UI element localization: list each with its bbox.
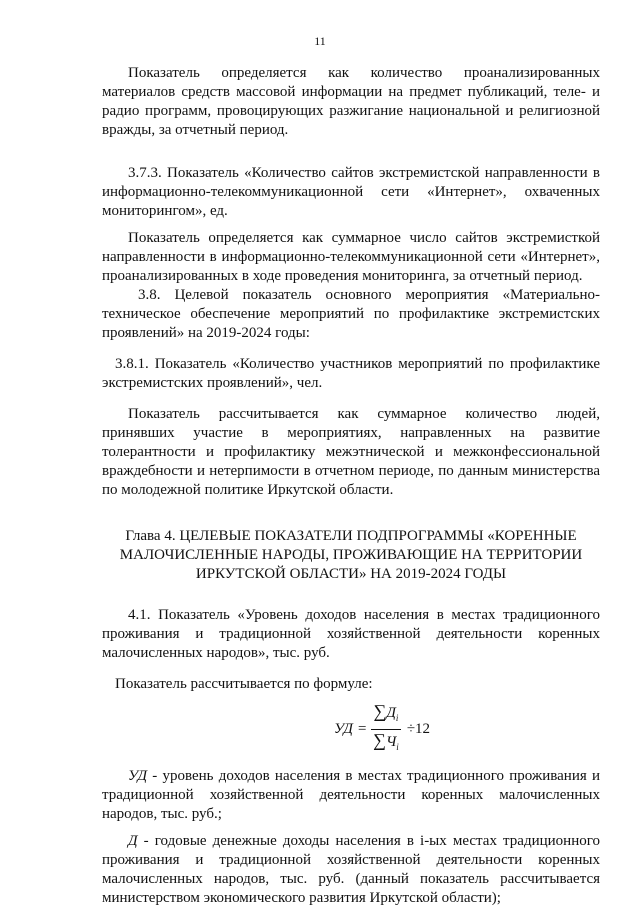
paragraph: 3.8.1. Показатель «Количество участников мероприятий по профилактике экстремистских проявлений», чел.: [102, 356, 600, 391]
formula-lhs: УД: [333, 721, 353, 737]
paragraph: Показатель определяется как суммарное число сайтов экстремисткой направленности в информационно-телекоммуникационной сети «Интернет», проанализированных в ходе проведения мониторинга, за отчетный период.: [102, 230, 600, 284]
formula-equals: =: [356, 721, 368, 737]
paragraph: Показатель определяется как количество проанализированных материалов средств массовой информации на предмет публикаций, теле- и радио программ, провоцирующих разжигание национальной и религиозной вражды, за отчетный период.: [102, 65, 600, 138]
paragraph: 3.8. Целевой показатель основного мероприятия «Материально-техническое обеспечение мероприятий по профилактике экстремистских проявлений» на 2019-2024 годы:: [102, 287, 600, 341]
numerator-subscript: i: [395, 713, 399, 723]
definition: [102, 767, 600, 824]
chapter-heading: Глава 4. ЦЕЛЕВЫЕ ПОКАЗАТЕЛИ ПОДПРОГРАММЫ «КОРЕННЫЕ МАЛОЧИСЛЕННЫЕ НАРОДЫ, ПРОЖИВАЮЩИЕ НА ТЕРРИТОРИИ ИРКУТСКОЙ ОБЛАСТИ» НА 2019-2024 ГОДЫ: [119, 528, 583, 582]
document-body: [102, 64, 600, 908]
definition: [102, 832, 600, 908]
formula-divisor: ÷12: [406, 721, 431, 737]
formula: [164, 702, 600, 757]
paragraph: 3.7.3. Показатель «Количество сайтов экстремистской направленности в информационно-телекоммуникационной сети «Интернет», охваченных мониторингом», ед.: [102, 165, 600, 219]
denominator-variable: Ч: [385, 734, 397, 750]
definition-term: УД: [128, 768, 148, 784]
paragraph: Показатель рассчитывается как суммарное количество людей, принявших участие в мероприятиях, направленных на развитие толерантности и профилактику межэтнической и межконфессиональной враждебности и нетерпимости в отчетном периоде, по данным министерства по молодежной политике Иркутской области.: [102, 406, 600, 498]
numerator-variable: Д: [386, 705, 396, 721]
formula-numerator: [371, 702, 402, 730]
formula-denominator: [370, 730, 402, 757]
definition-text: - годовые денежные доходы населения в i-ых местах традиционного проживания и традиционной хозяйственной деятельности коренных малочисленных народов, тыс. руб. (данный показатель рассчитывается министерством экономического развития Иркутской области);: [102, 833, 600, 906]
sum-symbol: ∑: [373, 701, 387, 721]
definition-text: - уровень доходов населения в местах традиционного проживания и традиционной хозяйственной деятельности коренных малочисленных народов, тыс. руб.;: [102, 768, 600, 822]
sum-symbol: ∑: [373, 730, 386, 750]
definition-term: Д: [128, 833, 138, 849]
paragraph: 4.1. Показатель «Уровень доходов населения в местах традиционного проживания и традиционной хозяйственной деятельности коренных малочисленных народов», тыс. руб.: [102, 607, 600, 661]
page-number: 11: [314, 34, 326, 48]
paragraph: Показатель рассчитывается по формуле:: [115, 676, 373, 692]
denominator-subscript: i: [396, 742, 399, 752]
formula-fraction: [370, 702, 402, 757]
